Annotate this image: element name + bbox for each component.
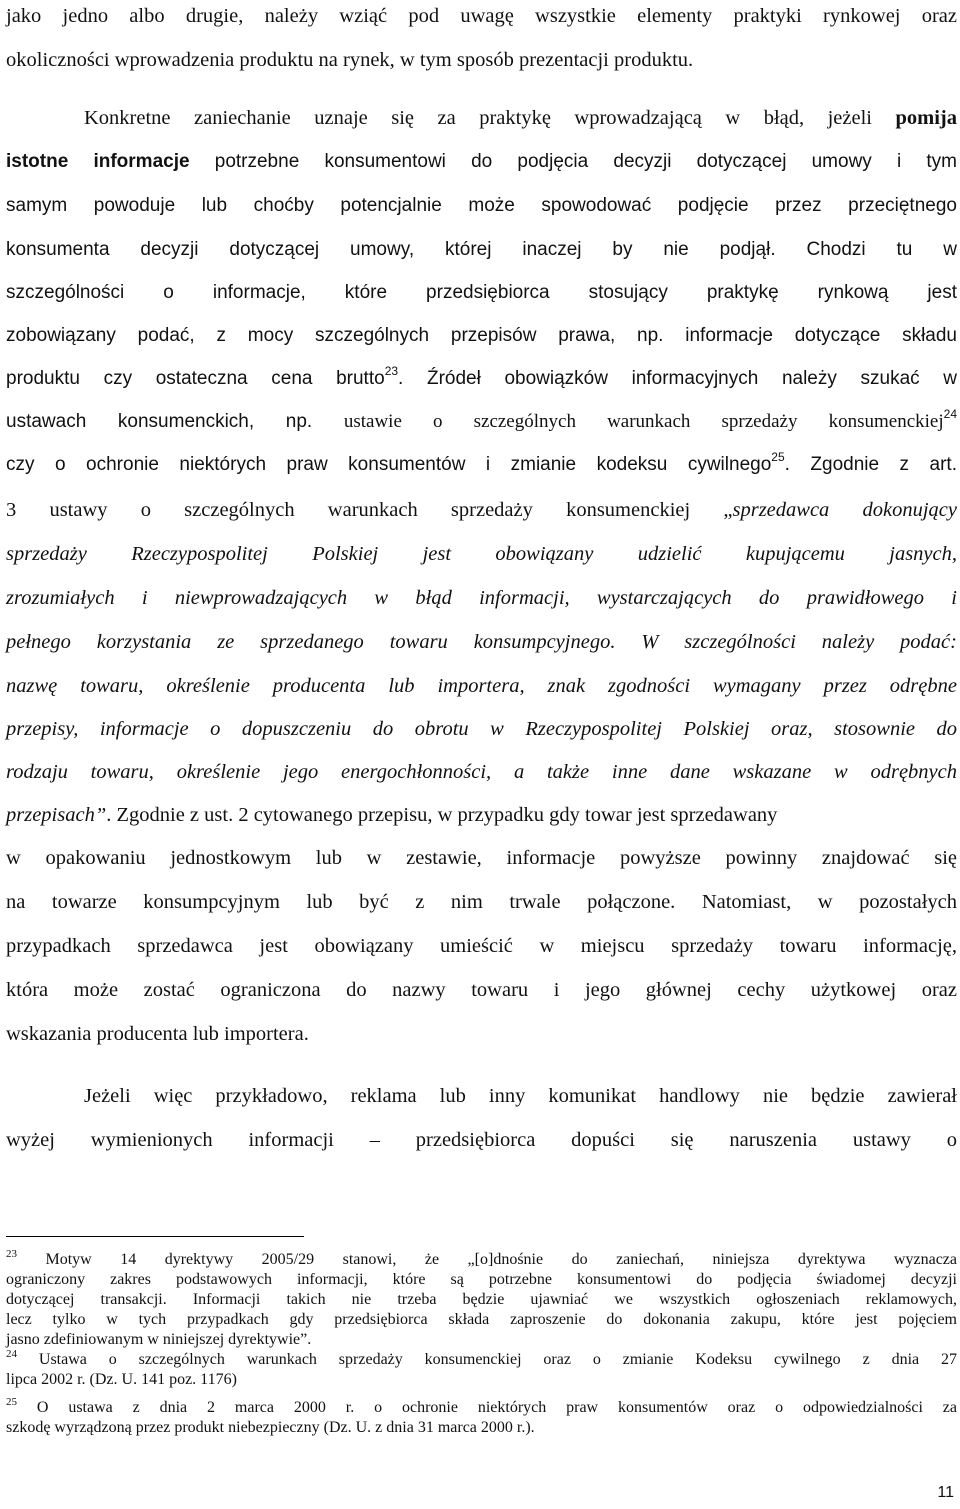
- text-span: czy o ochronie niektórych praw konsumentów i zmianie kodeksu cywilnego: [6, 454, 772, 475]
- text-line: [6, 760, 957, 784]
- footnote-line: [6, 1290, 957, 1309]
- footnote-ref: 25: [6, 1396, 17, 1408]
- text-span: produktu czy ostateczna cena brutto: [6, 368, 385, 389]
- text-span: wyżej wymienionych informacji – przedsiębiorca dopuści się naruszenia ustawy o: [6, 1129, 957, 1151]
- text-span: Konkretne zaniechanie uznaje się za praktykę wprowadzającą w błąd, jeżeli: [84, 107, 896, 129]
- text-line: [6, 630, 957, 654]
- text-span: sprzedawca dokonujący: [732, 499, 957, 521]
- text-line: [6, 150, 957, 174]
- text-span: przypadkach sprzedawca jest obowiązany umieścić w miejscu sprzedaży towaru informację,: [6, 935, 957, 957]
- text-line: [6, 364, 958, 391]
- footnote-ref: 25: [771, 450, 785, 464]
- text-span: zrozumiałych i niewprowadzających w błąd informacji, wystarczających do prawidłowego i: [6, 587, 957, 609]
- text-span: szkodę wyrządzoną przez produkt niebezpieczny (Dz. U. z dnia 31 marca 2000 r.).: [6, 1419, 535, 1436]
- text-span: Motyw 14 dyrektywy 2005/29 stanowi, że „[o]dnośnie do zaniechań, niniejsza dyrektywa wyznacza: [17, 1251, 957, 1268]
- text-span: przepisy, informacje o dopuszczeniu do obrotu w Rzeczypospolitej Polskiej oraz, stosownie do: [6, 718, 957, 740]
- text-span: okoliczności wprowadzenia produktu na rynek, w tym sposób prezentacji produktu.: [6, 49, 694, 71]
- text-span: istotne informacje: [6, 151, 190, 172]
- text-span: potrzebne konsumentowi do podjęcia decyzji dotyczącej umowy i tym: [189, 151, 957, 172]
- text-line: [6, 4, 957, 28]
- text-span: rodzaju towaru, określenie jego energochłonności, a także inne dane wskazane w odrębnych: [6, 761, 957, 783]
- footnote-line: [6, 1270, 957, 1289]
- text-span: zobowiązany podać, z mocy szczególnych przepisów prawa, np. informacje dotyczące składu: [6, 325, 957, 346]
- text-span: 3 ustawy o szczególnych warunkach sprzedaży konsumenckiej „: [6, 499, 733, 521]
- text-span: jako jedno albo drugie, należy wziąć pod uwagę wszystkie elementy praktyki rynkowej oraz: [6, 5, 957, 27]
- text-span: nazwę towaru, określenie producenta lub importera, znak zgodności wymagany przez odrębne: [6, 675, 957, 697]
- text-span: ustawach konsumenckich, np.: [6, 411, 344, 432]
- footnote-line: [6, 1310, 957, 1329]
- text-span: ustawie o szczególnych warunkach sprzedaży konsumenckiej: [343, 411, 944, 432]
- text-line: [6, 1128, 957, 1152]
- text-span: . Zgodnie z art.: [784, 454, 957, 475]
- text-span: sprzedaży Rzeczypospolitej Polskiej jest obowiązany udzielić kupującemu jasnych,: [6, 543, 957, 565]
- text-line: [6, 1022, 957, 1046]
- text-span: O ustawa z dnia 2 marca 2000 r. o ochronie niektórych praw konsumentów oraz o odpowiedzialności za: [17, 1399, 957, 1416]
- text-line: [6, 450, 957, 477]
- text-span: Jeżeli więc przykładowo, reklama lub inny komunikat handlowy nie będzie zawierał: [84, 1085, 957, 1107]
- text-line: [6, 717, 957, 741]
- page-number: 11: [937, 1484, 954, 1501]
- text-span: potencjalnie może spowodować podjęcie przez przeciętnego: [340, 195, 957, 216]
- text-span: lecz tylko w tych przypadkach gdy przedsiębiorca składa zaproszenie do dokonania zakupu, które jest pojęciem: [6, 1311, 957, 1328]
- text-line: [6, 978, 957, 1002]
- text-line: [6, 846, 957, 870]
- text-line: [6, 407, 957, 434]
- footnote-line: [6, 1398, 957, 1417]
- text-line: [6, 803, 957, 827]
- footnote-ref: 23: [384, 364, 399, 378]
- footnote-ref: 23: [6, 1248, 17, 1260]
- footnote-line: [6, 1250, 957, 1269]
- footnote-line: [6, 1350, 957, 1369]
- text-line: [6, 586, 957, 610]
- text-span: Ustawa o szczególnych warunkach sprzedaży konsumenckiej oraz o zmianie Kodeksu cywilnego z dnia 27: [17, 1351, 957, 1368]
- text-line: [6, 106, 957, 130]
- footnote-ref: 24: [6, 1348, 17, 1360]
- text-span: . Chodzi tu w: [770, 239, 957, 260]
- text-line: [6, 674, 957, 698]
- text-line: [6, 542, 957, 566]
- footnote-line: [6, 1418, 957, 1437]
- text-line: [6, 48, 957, 72]
- text-span: . Źródeł obowiązków informacyjnych należy szukać w: [398, 368, 958, 389]
- text-line: [6, 324, 957, 348]
- text-span: wskazania producenta lub importera.: [6, 1023, 309, 1045]
- text-span: szczególności o informacje, które przedsiębiorca stosujący praktykę rynkową jest: [6, 282, 957, 303]
- text-span: . Zgodnie z ust. 2 cytowanego przepisu, w przypadku gdy towar jest sprzedawany: [106, 804, 778, 826]
- text-line: [6, 194, 957, 218]
- text-line: [6, 934, 957, 958]
- text-line: [6, 238, 957, 262]
- footnote-line: [6, 1330, 957, 1349]
- text-line: [6, 498, 957, 522]
- text-span: samym powoduje lub choćby: [6, 195, 341, 216]
- footnote-line: [6, 1370, 957, 1389]
- footnote-ref: 24: [943, 407, 957, 421]
- text-span: dotyczącej transakcji. Informacji takich nie trzeba będzie ujawniać we wszystkich ogłoszeniach reklamowych,: [6, 1291, 957, 1308]
- text-line: [6, 1084, 957, 1108]
- text-line: [6, 890, 957, 914]
- text-line: [6, 281, 957, 305]
- text-span: w opakowaniu jednostkowym lub w zestawie, informacje powyższe powinny znajdować się: [6, 847, 957, 869]
- footnote-separator: [6, 1236, 304, 1237]
- text-span: pełnego korzystania ze sprzedanego towaru konsumpcyjnego. W szczególności należy podać:: [6, 631, 957, 653]
- text-span: która może zostać ograniczona do nazwy towaru i jego głównej cechy użytkowej oraz: [6, 979, 957, 1001]
- text-span: jasno zdefiniowanym w niniejszej dyrektywie”.: [6, 1331, 312, 1348]
- text-span: przepisach”: [6, 804, 107, 826]
- text-span: ograniczony zakres podstawowych informacji, które są potrzebne konsumentowi do podjęcia świadomej decyzji: [6, 1271, 957, 1288]
- text-span: pomija: [895, 107, 957, 129]
- text-span: konsumenta decyzji dotyczącej umowy, której inaczej by nie podjął: [6, 239, 771, 260]
- text-span: lipca 2002 r. (Dz. U. 141 poz. 1176): [6, 1371, 237, 1388]
- text-span: na towarze konsumpcyjnym lub być z nim trwale połączone. Natomiast, w pozostałych: [6, 891, 957, 913]
